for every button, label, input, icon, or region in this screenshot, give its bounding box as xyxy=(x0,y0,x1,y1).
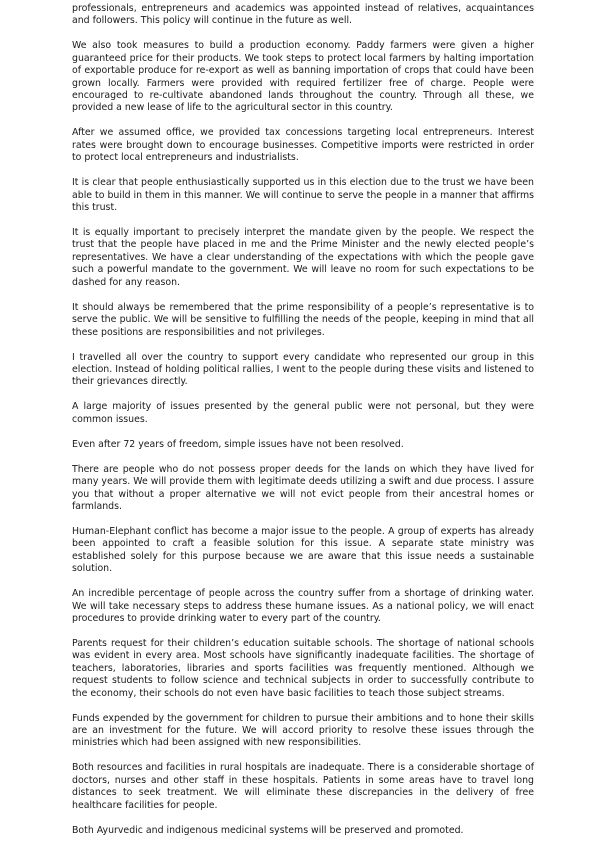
paragraph-drinking-water: An incredible percentage of people across the country suffer from a shortage of drinking water. We will take necessary steps to address these humane issues. As a national policy, we will enact procedures to provide drinking water to every part of the country. xyxy=(72,588,534,624)
paragraph-appointments: professionals, entrepreneurs and academics was appointed instead of relatives, acquaintances and followers. This policy will continue in the future as well. xyxy=(72,3,534,27)
paragraph-education-funds: Funds expended by the government for children to pursue their ambitions and to hone their skills are an investment for the future. We will accord priority to resolve these issues through the ministries which had been assigned with new responsibilities. xyxy=(72,712,534,749)
paragraph-land-deeds: There are people who do not possess proper deeds for the lands on which they have lived for many years. We will provide them with legitimate deeds utilizing a swift and due process. I assure you that without a proper alternative we will not evict people from their ancestral homes or farmlands. xyxy=(72,463,534,512)
paragraph-production-economy: We also took measures to build a production economy. Paddy farmers were given a higher guaranteed price for their products. We took steps to protect local farmers by halting importation of exportable produce for re-export as well as banning importation of crops that could have been grown locally. Farmers were provided with required fertilizer free of charge. People were encouraged to re-cultivate abandoned lands throughout the country. Through all these, we provided a new lease of life to the agricultural sector in this country. xyxy=(72,40,534,114)
paragraph-common-issues: A large majority of issues presented by the general public were not personal, but they were common issues. xyxy=(72,401,534,425)
document-page xyxy=(72,3,534,837)
paragraph-human-elephant: Human-Elephant conflict has become a major issue to the people. A group of experts has already been appointed to craft a feasible solution for this issue. A separate state ministry was established solely for this purpose because we are aware that this issue needs a sustainable solution. xyxy=(72,525,534,575)
paragraph-mandate: It is equally important to precisely interpret the mandate given by the people. We respect the trust that the people have placed in me and the Prime Minister and the newly elected people’s representatives. We have a clear understanding of the expectations with which the people gave such a powerful mandate to the government. We will leave no room for such expectations to be dashed for any reason. xyxy=(72,227,534,288)
paragraph-tax-concessions: After we assumed office, we provided tax concessions targeting local entrepreneurs. Interest rates were brought down to encourage businesses. Competitive imports were restricted in order to protect local entrepreneurs and industrialists. xyxy=(72,127,534,164)
paragraph-schools: Parents request for their children’s education suitable schools. The shortage of national schools was evident in every area. Most schools have significantly inadequate facilities. The shortage of teachers, laboratories, libraries and sports facilities was frequently mentioned. Although we request students to follow science and technical subjects in order to successfully contribute to the economy, their schools do not even have basic facilities to teach those subject streams. xyxy=(72,637,534,699)
paragraph-rural-hospitals: Both resources and facilities in rural hospitals are inadequate. There is a considerable shortage of doctors, nurses and other staff in these hospitals. Patients in some areas have to travel long distances to seek treatment. We will eliminate these discrepancies in the delivery of free healthcare facilities for people. xyxy=(72,762,534,811)
paragraph-ayurvedic: Both Ayurvedic and indigenous medicinal systems will be preserved and promoted. xyxy=(72,824,464,836)
paragraph-election-trust: It is clear that people enthusiastically supported us in this election due to the trust we have been able to build in them in this manner. We will continue to serve the people in a manner that affirms this trust. xyxy=(72,177,534,214)
paragraph-freedom: Even after 72 years of freedom, simple issues have not been resolved. xyxy=(72,438,404,450)
paragraph-representative-responsibility: It should always be remembered that the prime responsibility of a people’s representative is to serve the public. We will be sensitive to fulfilling the needs of the people, keeping in mind that all these positions are responsibilities and not privileges. xyxy=(72,301,534,338)
paragraph-travel: I travelled all over the country to support every candidate who represented our group in this election. Instead of holding political rallies, I went to the people during these visits and listened to their grievances directly. xyxy=(72,351,534,388)
